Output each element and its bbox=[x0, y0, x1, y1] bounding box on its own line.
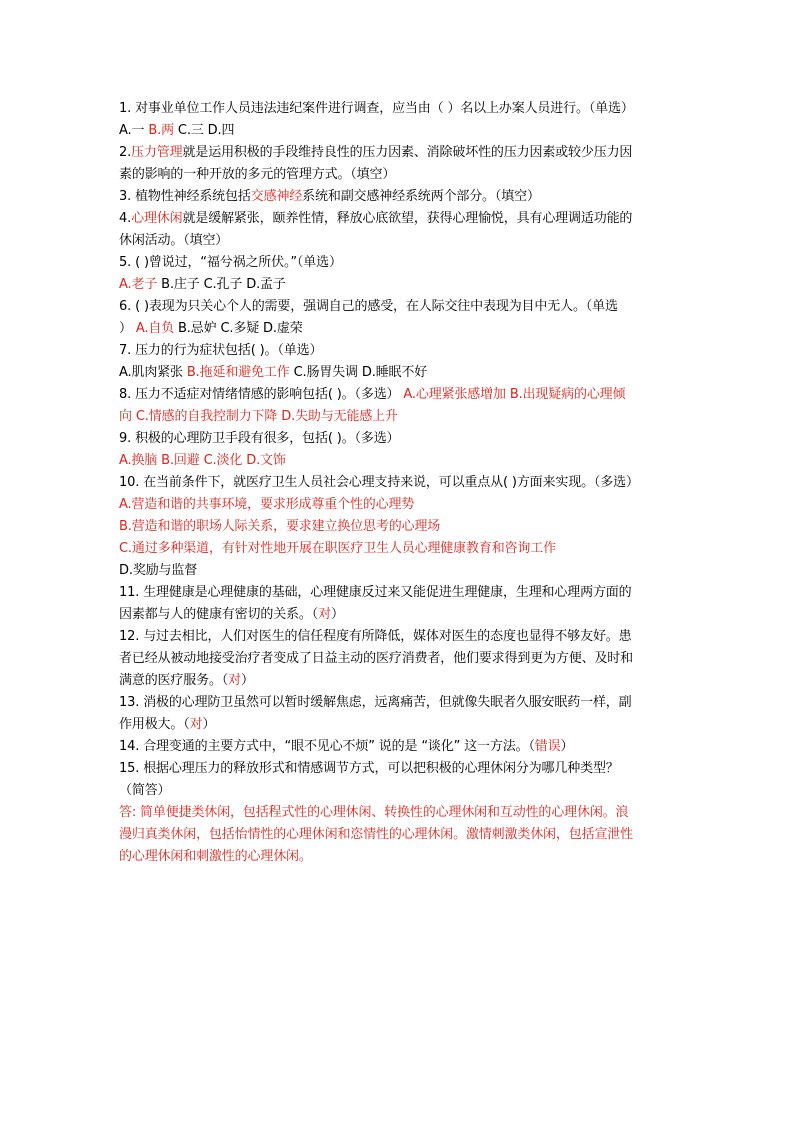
text-line bbox=[119, 362, 677, 384]
answer-text: A.营造和谐的共事环境，要求形成尊重个性的心理势 bbox=[119, 497, 415, 512]
question-text: 13. 消极的心理防卫虽然可以暂时缓解焦虑，远离痛苦，但就像失眠者久服安眠药一样，副 bbox=[119, 695, 632, 710]
question-text: C.三 D.四 bbox=[173, 123, 235, 138]
text-line bbox=[119, 538, 677, 560]
text-line bbox=[119, 296, 677, 318]
text-line bbox=[119, 670, 677, 692]
question-text: 素的影响的一种开放的多元的管理方式。（填空） bbox=[119, 167, 396, 182]
text-line bbox=[119, 252, 677, 274]
text-line bbox=[119, 274, 677, 296]
question-text: ） bbox=[330, 607, 344, 622]
question-text: （简答） bbox=[119, 783, 171, 798]
answer-text: B.拖延和避免工作 bbox=[186, 365, 290, 380]
question-text: 11. 生理健康是心理健康的基础，心理健康反过来又能促进生理健康，生理和心理两方面的 bbox=[119, 585, 632, 600]
question-text: 10. 在当前条件下，就医疗卫生人员社会心理支持来说，可以重点从( )方面来实现。（多选） bbox=[119, 475, 639, 490]
text-line bbox=[119, 142, 677, 164]
text-line bbox=[119, 164, 677, 186]
question-text: 6. ( )表现为只关心个人的需要，强调自己的感受，在人际交往中表现为目中无人。（单选 bbox=[119, 299, 618, 314]
question-text: ） bbox=[202, 717, 216, 732]
answer-text: A.老子 bbox=[119, 277, 158, 292]
question-text: 系统和副交感神经系统两个部分。（填空） bbox=[302, 189, 540, 204]
text-line bbox=[119, 714, 677, 736]
question-text: D.奖励与监督 bbox=[119, 563, 198, 578]
text-line bbox=[119, 736, 677, 758]
answer-text: 对 bbox=[189, 717, 203, 732]
text-line bbox=[119, 516, 677, 538]
question-text: ） bbox=[560, 739, 574, 754]
question-text: 1. 对事业单位工作人员违法违纪案件进行调查，应当由（ ）名以上办案人员进行。（单选） bbox=[119, 101, 634, 116]
question-text: ） bbox=[241, 673, 254, 688]
text-line bbox=[119, 604, 677, 626]
text-line bbox=[119, 824, 677, 846]
answer-text: A.换脑 B.回避 C.淡化 D.文饰 bbox=[119, 453, 286, 468]
question-text: 5. ( )曾说过，“福兮祸之所伏。”（单选） bbox=[119, 255, 342, 270]
answer-text: B.两 bbox=[148, 123, 174, 138]
text-line bbox=[119, 98, 677, 120]
question-text: 2. bbox=[119, 145, 132, 160]
text-line bbox=[119, 120, 677, 142]
text-line bbox=[119, 384, 677, 406]
text-line bbox=[119, 846, 677, 868]
text-line bbox=[119, 318, 677, 340]
question-text: 15. 根据心理压力的释放形式和情感调节方式，可以把积极的心理休闲分为哪几种类型？ bbox=[119, 761, 619, 776]
text-line bbox=[119, 428, 677, 450]
question-text: 满意的医疗服务。（ bbox=[119, 673, 229, 688]
question-text: 7. 压力的行为症状包括( )。（单选） bbox=[119, 343, 323, 358]
answer-text: A.自负 bbox=[135, 321, 175, 336]
question-text: C.肠胃失调 D.睡眠不好 bbox=[289, 365, 428, 380]
text-line bbox=[119, 758, 677, 780]
question-text: A.肌肉紧张 bbox=[119, 365, 187, 380]
answer-text: B.营造和谐的职场人际关系，要求建立换位思考的心理场 bbox=[119, 519, 441, 534]
text-line bbox=[119, 208, 677, 230]
answer-text: 对 bbox=[318, 607, 331, 622]
question-text: 9. 积极的心理防卫手段有很多，包括( )。（多选） bbox=[119, 431, 400, 446]
text-line bbox=[119, 472, 677, 494]
answer-text: 向 C.情感的自我控制力下降 D.失助与无能感上升 bbox=[119, 409, 398, 424]
question-text: 作用极大。（ bbox=[119, 717, 190, 732]
question-text: 就是缓解紧张，颐养性情，释放心底欲望，获得心理愉悦，具有心理调适功能的 bbox=[182, 211, 633, 226]
question-text: 14. 合理变通的主要方式中，“眼不见心不烦” 说的是 “谈化” 这一方法。（ bbox=[119, 739, 535, 754]
text-line bbox=[119, 626, 677, 648]
text-line bbox=[119, 582, 677, 604]
text-line bbox=[119, 692, 677, 714]
text-line bbox=[119, 186, 677, 208]
document-page bbox=[119, 98, 677, 868]
question-text: 因素都与人的健康有密切的关系。（ bbox=[119, 607, 319, 622]
text-line bbox=[119, 406, 677, 428]
text-line bbox=[119, 560, 677, 582]
question-text: A.一 bbox=[119, 123, 149, 138]
question-text: 者已经从被动地接受治疗者变成了日益主动的医疗消费者，他们要求得到更为方便、及时和 bbox=[119, 651, 634, 666]
question-text: B.庄子 C.孔子 D.孟子 bbox=[157, 277, 286, 292]
answer-text: 的心理休闲和刺激性的心理休闲。 bbox=[119, 849, 312, 864]
question-text: B.忌妒 C.多疑 D.虚荣 bbox=[174, 321, 303, 336]
question-text: 8. 压力不适症对情绪情感的影响包括( )。（多选） bbox=[119, 387, 404, 402]
answer-text: 答: 简单便捷类休闲，包括程式性的心理休闲、转换性的心理休闲和互动性的心理休闲。浪 bbox=[119, 805, 629, 820]
text-line bbox=[119, 450, 677, 472]
answer-text: A.心理紧张感增加 B.出现疑病的心理倾 bbox=[403, 387, 626, 402]
answer-text: C.通过多种渠道，有针对性地开展在职医疗卫生人员心理健康教育和咨询工作 bbox=[119, 541, 556, 556]
answer-text: 漫归真类休闲，包括怡情性的心理休闲和恣情性的心理休闲。激情刺激类休闲，包括宣泄性 bbox=[119, 827, 634, 842]
text-line bbox=[119, 494, 677, 516]
question-text: 3. 植物性神经系统包括 bbox=[119, 189, 251, 204]
text-line bbox=[119, 340, 677, 362]
question-text: 就是运用积极的手段维持良性的压力因素、消除破坏性的压力因素或较少压力因 bbox=[182, 145, 633, 160]
text-line bbox=[119, 230, 677, 252]
answer-text: 心理休闲 bbox=[131, 211, 183, 226]
question-text: ） bbox=[119, 321, 136, 336]
answer-text: 对 bbox=[228, 673, 242, 688]
text-line bbox=[119, 648, 677, 670]
question-text: 12. 与过去相比，人们对医生的信任程度有所降低，媒体对医生的态度也显得不够友好。患 bbox=[119, 629, 632, 644]
answer-text: 交感神经 bbox=[250, 189, 303, 204]
text-line bbox=[119, 780, 677, 802]
question-text: 休闲活动。（填空） bbox=[119, 233, 229, 248]
answer-text: 压力管理 bbox=[131, 145, 183, 160]
question-text: 4. bbox=[119, 211, 132, 226]
text-line bbox=[119, 802, 677, 824]
answer-text: 错误 bbox=[534, 739, 561, 754]
